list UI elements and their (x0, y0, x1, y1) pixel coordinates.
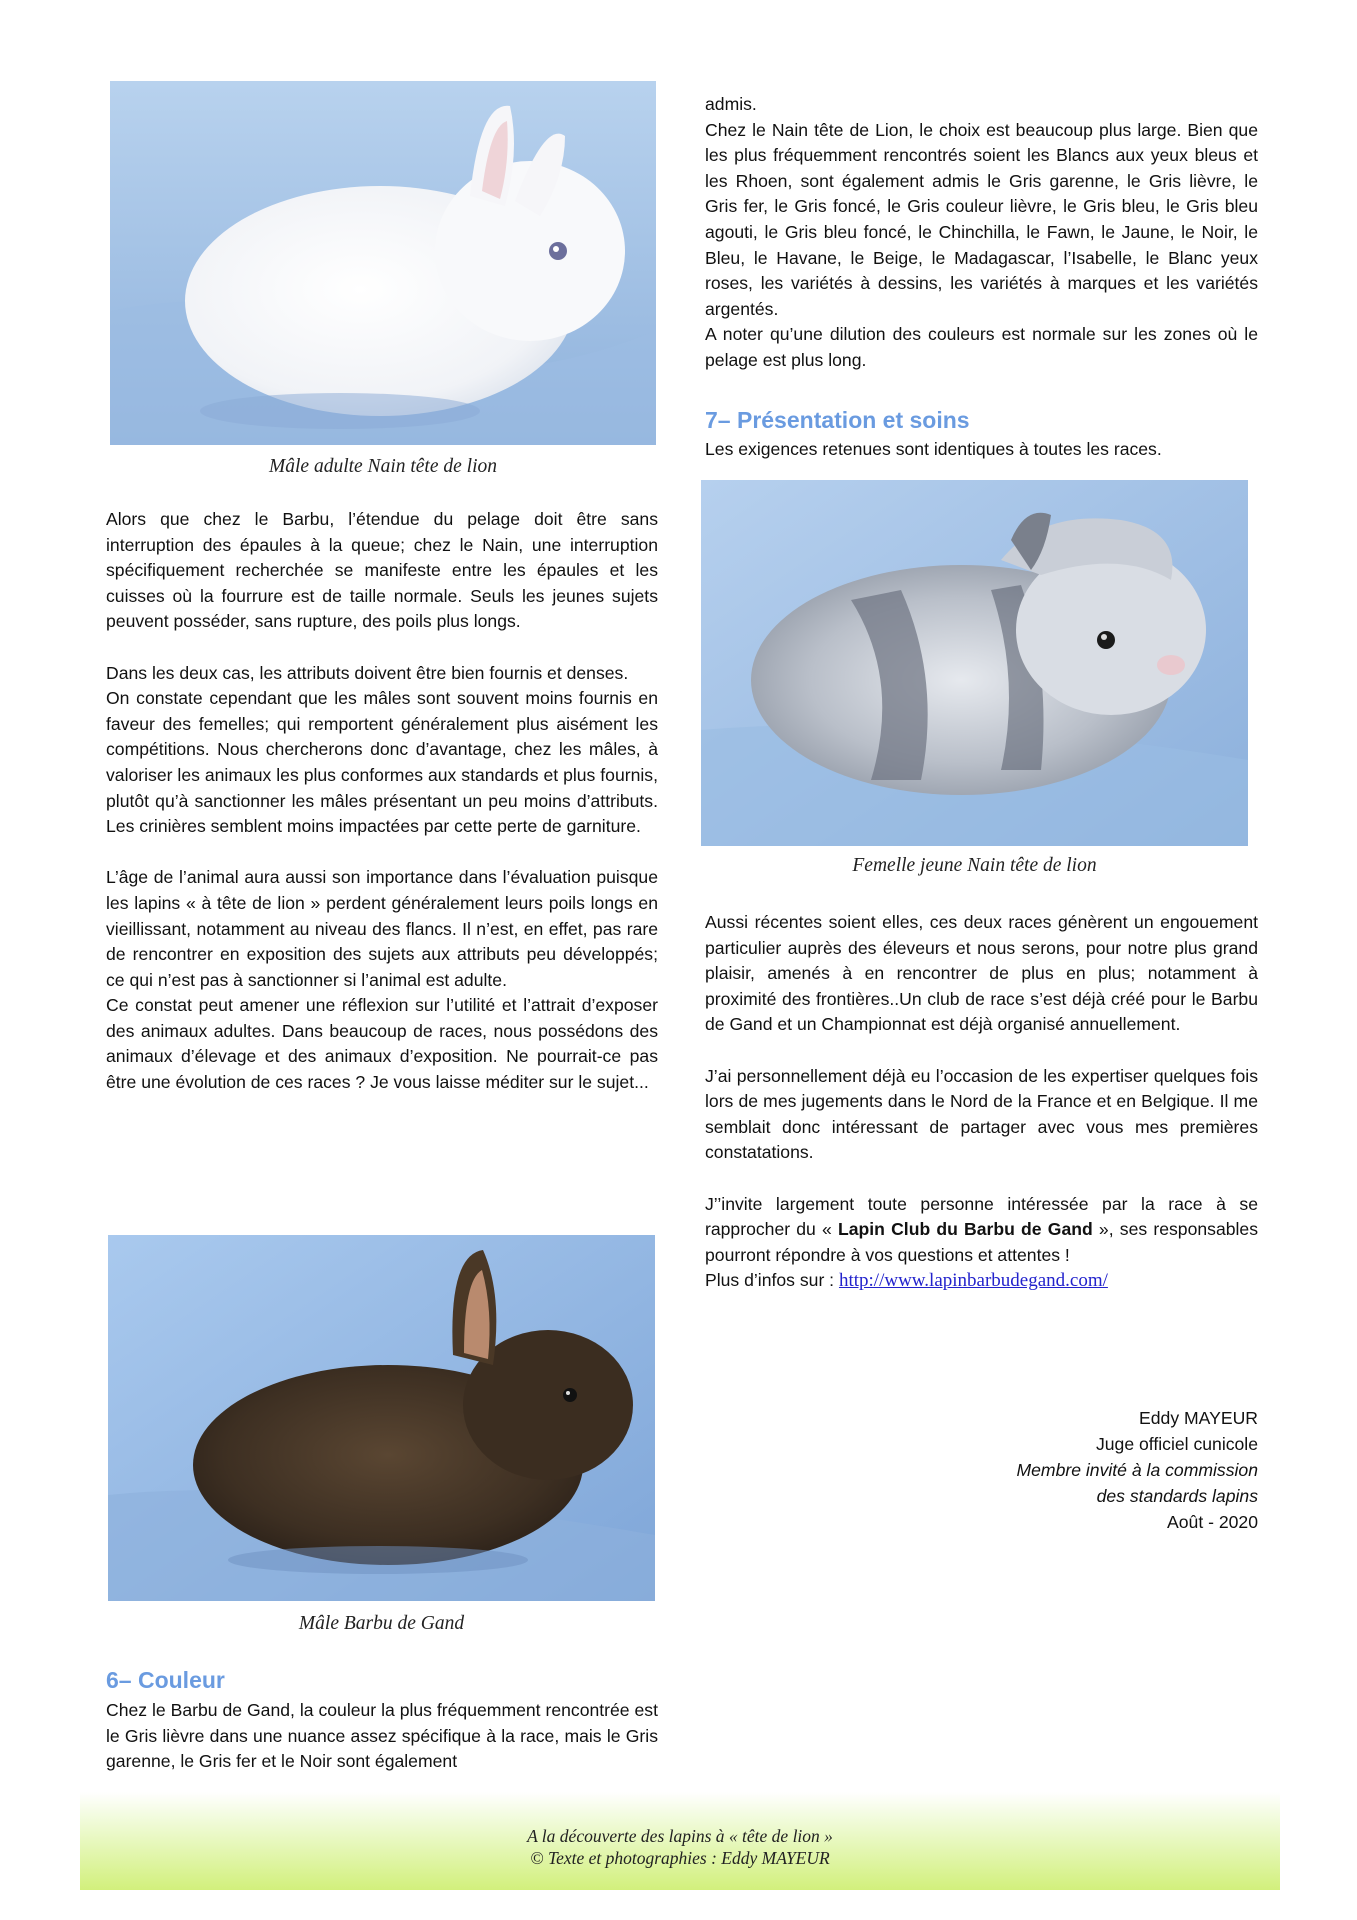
club-website-link[interactable]: http://www.lapinbarbudegand.com/ (838, 1270, 1108, 1292)
white-rabbit-illustration (110, 81, 656, 445)
right-paragraph-6: J’ai personnellement déjà eu l’occasion de les expertiser quelques fois lors de mes jugements dans le Nord de la France et en Belgique. Il me semblait donc intéressant de partager avec vous mes premières constatations. (705, 1065, 1258, 1163)
right-column-top-text (705, 92, 1258, 374)
right-paragraph-1: admis. (705, 94, 757, 114)
left-paragraph-4: L’âge de l’animal aura aussi son importance dans l’évaluation puisque les lapins « à tête de lion » perdent généralement leurs poils longs en vieillissant, notamment au niveau des flancs. Il n’est, en effet, pas rare de rencontrer en exposition des sujets aux attributs peu développés; ce qui n’est pas à sanctionner si l’animal est adulte. (106, 867, 658, 990)
page-footer (80, 1792, 1280, 1890)
section-7-text (705, 437, 1258, 463)
club-name: Lapin Club du Barbu de Gand (838, 1219, 1093, 1240)
footer-line-1: A la découverte des lapins à « tête de lion » (527, 1826, 833, 1846)
caption-photo-2: Femelle jeune Nain tête de lion (852, 855, 1097, 876)
left-paragraph-1: Alors que chez le Barbu, l’étendue du pelage doit être sans interruption des épaules à la queue; chez le Nain, une interruption spécifiquement recherchée se manifeste entre les épaules et les cuisses où la fourrure est de taille normale. Seuls les jeunes sujets peuvent posséder, sans rupture, des poils plus longs. (106, 509, 658, 632)
right-paragraph-7 (705, 1192, 1258, 1269)
photo-brown-rabbit (108, 1235, 655, 1601)
right-paragraph-8 (705, 1268, 1258, 1294)
right-paragraph-2: Chez le Nain tête de Lion, le choix est beaucoup plus large. Bien que les plus fréquemment rencontrés soient les Blancs aux yeux bleus et les Rhoen, sont également admis le Gris garenne, le Gris lièvre, le Gris fer, le Gris foncé, le Gris couleur lièvre, le Gris bleu, le Gris bleu agouti, le Gris bleu foncé, le Chinchilla, le Fawn, le Jaune, le Noir, le Bleu, le Havane, le Beige, le Madagascar, l’Isabelle, le Blanc yeux roses, les variétés à dessins, les variétés à marques et les variétés argentés. (705, 119, 1258, 319)
signature-name: Eddy MAYEUR (1139, 1408, 1258, 1428)
left-paragraph-5: Ce constat peut amener une réflexion sur l’utilité et l’attrait d’exposer des animaux adultes. Dans beaucoup de races, nous possédons des animaux d’élevage et des animaux d’exposition. Ne pourrait-ce pas être une évolution de ces races ? Je vous laisse méditer sur le sujet... (106, 995, 658, 1093)
section-6-text (106, 1698, 658, 1775)
photo-white-rabbit (110, 81, 656, 445)
section-6-paragraph: Chez le Barbu de Gand, la couleur la plus fréquemment rencontrée est le Gris lièvre dans une nuance assez spécifique à la race, mais le Gris garenne, le Gris fer et le Noir sont également (106, 1700, 658, 1772)
caption-photo-1: Mâle adulte Nain tête de lion (269, 456, 497, 477)
heading-section-7: 7– Présentation et soins (705, 407, 970, 433)
signature-block (900, 1406, 1258, 1546)
caption-photo-3: Mâle Barbu de Gand (298, 1613, 465, 1634)
more-info-label: Plus d’infos sur : (705, 1270, 839, 1291)
heading-section-6: 6– Couleur (106, 1667, 225, 1693)
brown-rabbit-illustration (108, 1235, 655, 1601)
signature-date: Août - 2020 (1167, 1512, 1258, 1532)
left-paragraph-2: Dans les deux cas, les attributs doivent être bien fournis et denses. (106, 662, 629, 683)
right-paragraph-5: Aussi récentes soient elles, ces deux races génèrent un engouement particulier auprès des éleveurs et nous serons, pour notre plus grand plaisir, amenés à en rencontrer de plus en plus; notamment à proximité des frontières..Un club de race s’est déjà créé pour le Barbu de Gand et un Championnat est déjà organisé annuellement. (705, 912, 1258, 1035)
left-column-text (106, 507, 658, 1096)
right-column-bottom-text (705, 910, 1258, 1294)
grey-rabbit-illustration (701, 480, 1248, 846)
footer-line-2: © Texte et photographies : Eddy MAYEUR (530, 1848, 830, 1868)
right-paragraph-3: A noter qu’une dilution des couleurs est normale sur les zones où le pelage est plus long. (705, 324, 1258, 370)
invite-text-start: J’’invite largement toute personne intéressée par la race à se rapprocher du « (705, 1193, 1258, 1240)
section-7-paragraph: Les exigences retenues sont identiques à toutes les races. (705, 439, 1162, 459)
photo-grey-rabbit (701, 480, 1248, 846)
signature-role: Juge officiel cunicole (1095, 1434, 1258, 1454)
invite-text-end: », ses responsables pourront répondre à vos questions et attentes ! (705, 1219, 1259, 1265)
signature-line-4: des standards lapins (1096, 1486, 1258, 1506)
signature-line-3: Membre invité à la commission (1016, 1460, 1258, 1480)
left-paragraph-3: On constate cependant que les mâles sont souvent moins fournis en faveur des femelles; qui remportent généralement plus aisément les compétitions. Nous chercherons donc d’avantage, chez les mâles, à valoriser les animaux les plus conformes aux standards et plus fournis, plutôt qu’à sanctionner les mâles présentant un peu moins d’attributs. Les crinières semblent moins impactées par cette perte de garniture. (106, 688, 658, 837)
